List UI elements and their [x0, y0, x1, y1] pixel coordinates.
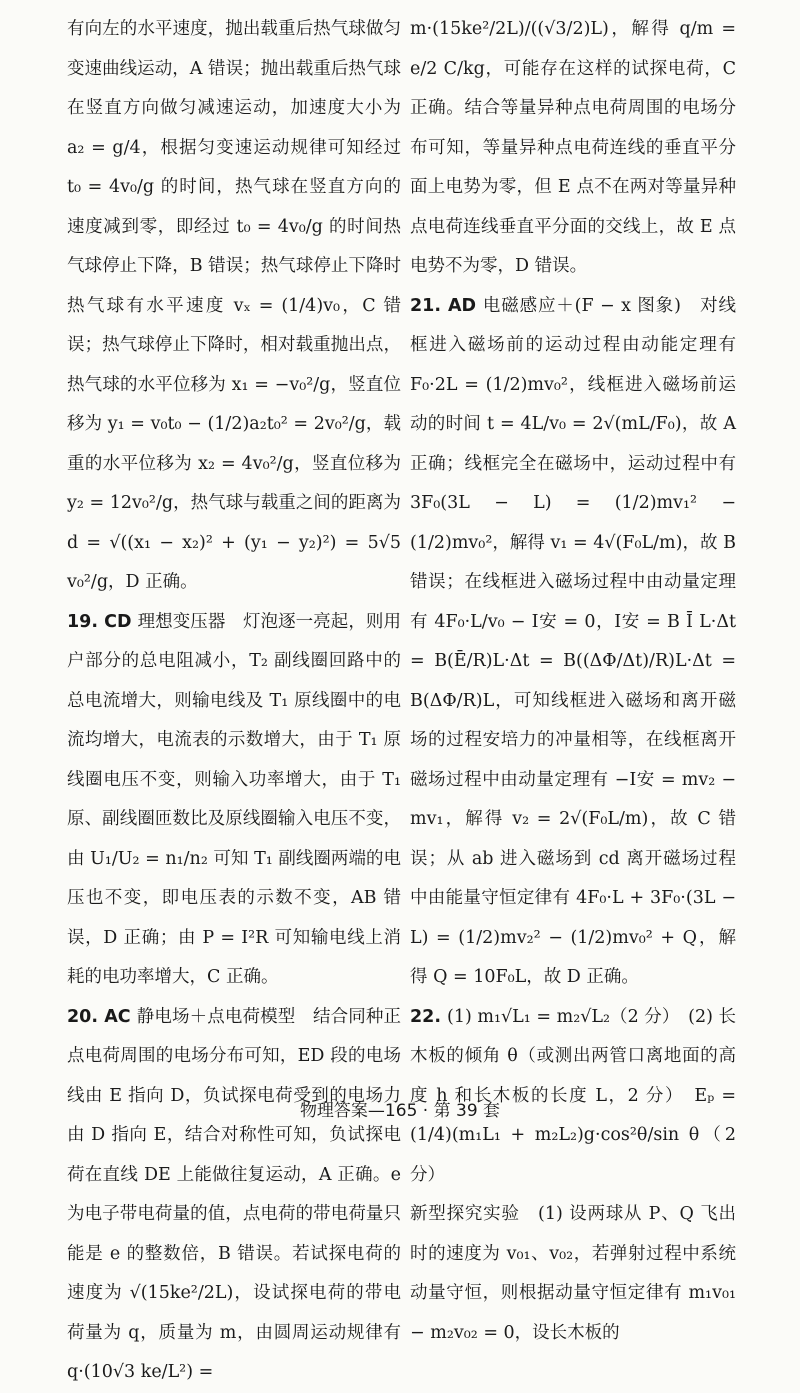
question-number: 20. AC: [67, 1006, 131, 1027]
right-column: [410, 10, 736, 1353]
paragraph-18-continuation: 有向左的水平速度，抛出载重后热气球做匀变速曲线运动，A 错误；抛出载重后热气球在竖直方向做匀减速运动，加速度大小为 a₂ = g/4，根据匀变速运动规律可知经过 t₀ = 4v₀/g 的时间，热气球在竖直方向的速度减到零，即经过 t₀ = 4v₀/g 的时间热气球停止下降，B 错误；热气球停止下降时热气球有水平速度 vₓ = (1/4)v₀，C 错误；热气球停止下降时，相对载重抛出点，热气球的水平位移为 x₁ = −v₀²/g，竖直位移为 y₁ = v₀t₀ − (1/2)a₂t₀² = 2v₀²/g，载重的水平位移为 x₂ = 4v₀²/g，竖直位移为 y₂ = 12v₀²/g，热气球与载重之间的距离为 d = √((x₁ − x₂)² + (y₁ − y₂)²) = 5√5 v₀²/g，D 正确。: [67, 19, 401, 592]
paragraph-q20-continuation: m·(15ke²/2L)/((√3/2)L)，解得 q/m = e/2 C/kg，可能存在这样的试探电荷，C 正确。结合等量异种点电荷周围的电场分布可知，等量异种点电荷连线的垂直平分面上电势为零，但 E 点不在两对等量异种点电荷连线垂直平分面的交线上，故 E 点电势不为零，D 错误。: [410, 19, 736, 276]
paragraph-q22: 22. (1) m₁√L₁ = m₂√L₂（2 分） (2) 长木板的倾角 θ（或测出两管口离地面的高度 h 和长木板的长度 L，2 分） Eₚ = (1/4)(m₁L₁ + m₂L₂)g·cos²θ/sin θ（2 分）: [410, 1006, 736, 1185]
question-number: 19. CD: [67, 611, 132, 632]
paragraph-q20: 20. AC 静电场＋点电荷模型 结合同种正点电荷周围的电场分布可知，ED 段的电场线由 E 指向 D，负试探电荷受到的电场力由 D 指向 E，结合对称性可知，负试探电荷在直线 DE 上能做往复运动，A 正确。e 为电子带电荷量的值，点电荷的带电荷量只能是 e 的整数倍，B 错误。若试探电荷的速度为 √(15ke²/2L)，设试探电荷的带电荷量为 q，质量为 m，由圆周运动规律有 q·(10√3 ke/L²) =: [67, 1006, 401, 1382]
paragraph-q21: 21. AD 电磁感应＋(F − x 图象) 对线框进入磁场前的运动过程由动能定理有 F₀·2L = (1/2)mv₀²，线框进入磁场前运动的时间 t = 4L/v₀ = 2√(mL/F₀)，故 A 正确；线框完全在磁场中，运动过程中有 3F₀(3L − L) = (1/2)mv₁² − (1/2)mv₀²，解得 v₁ = 4√(F₀L/m)，故 B 错误；在线框进入磁场过程中由动量定理有 4F₀·L/v₀ − I安 = 0，I安 = B Ī L·Δt = B(Ē/R)L·Δt = B((ΔΦ/Δt)/R)L·Δt = B(ΔΦ/R)L，可知线框进入磁场和离开磁场的过程安培力的冲量相等，在线框离开磁场过程中由动量定理有 −I安 = mv₂ − mv₁，解得 v₂ = 2√(F₀L/m)，故 C 错误；从 ab 进入磁场到 cd 离开磁场过程中由能量守恒定律有 4F₀·L + 3F₀·(3L − L) = (1/2)mv₂² − (1/2)mv₀² + Q，解得 Q = 10F₀L，故 D 正确。: [410, 295, 736, 987]
page-footer: 物理答案—165 · 第 39 套: [299, 1101, 501, 1121]
question-number: 21. AD: [410, 295, 477, 316]
paragraph-q19: 19. CD 理想变压器 灯泡逐一亮起，则用户部分的总电阻减小，T₂ 副线圈回路中的总电流增大，则输电线及 T₁ 原线圈中的电流均增大，电流表的示数增大，由于 T₁ 原线圈电压不变，则输入功率增大，由于 T₁ 原、副线圈匝数比及原线圈输入电压不变，由 U₁/U₂ = n₁/n₂ 可知 T₁ 副线圈两端的电压也不变，即电压表的示数不变，AB 错误，D 正确；由 P = I²R 可知输电线上消耗的电功率增大，C 正确。: [67, 611, 401, 987]
paragraph-new-experiment: 新型探究实验 (1) 设两球从 P、Q 飞出时的速度为 v₀₁、v₀₂，若弹射过程中系统动量守恒，则根据动量守恒定律有 m₁v₀₁ − m₂v₀₂ = 0，设长木板的: [410, 1204, 736, 1343]
question-number: 22.: [410, 1006, 442, 1027]
left-column: [67, 10, 401, 1393]
